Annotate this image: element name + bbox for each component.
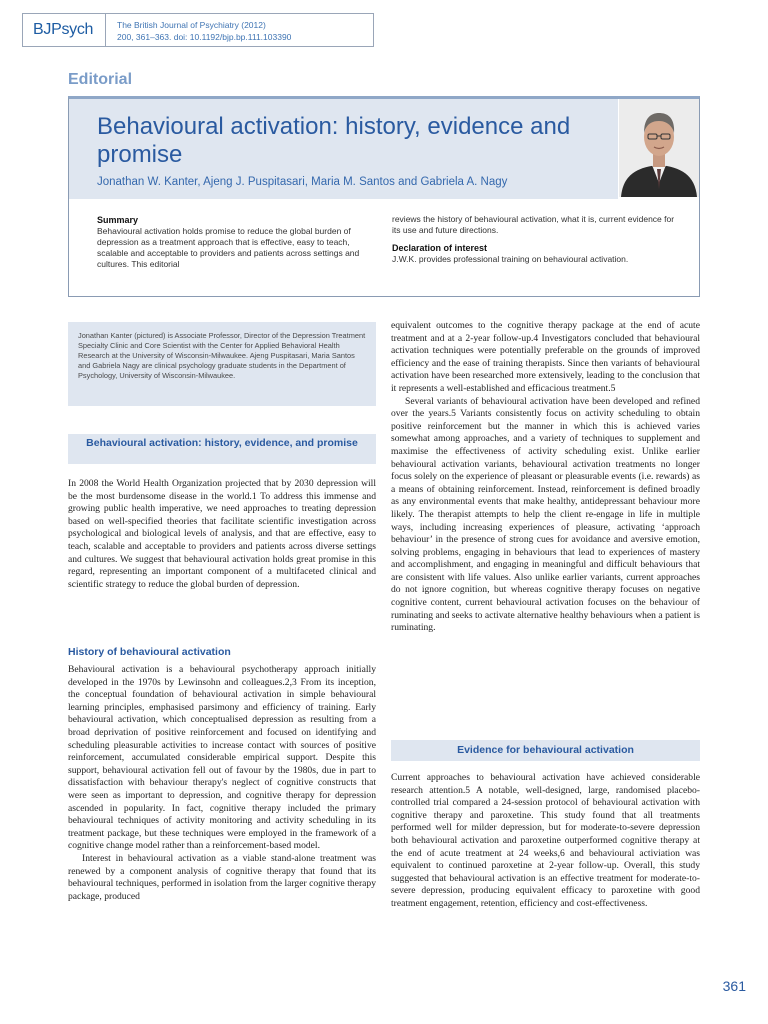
declaration-text: J.W.K. provides professional training on behavioural activation. [392,254,629,264]
summary-heading: Summary [97,215,139,225]
author-photo [619,99,699,197]
header-divider [105,14,106,46]
portrait-image [619,99,699,197]
title-band [69,99,618,199]
declaration-heading: Declaration of interest [392,243,488,253]
history-heading: History of behavioural activation [68,646,231,658]
citation [117,19,291,43]
intro-heading [68,434,376,464]
evidence-heading [391,740,700,761]
evidence-body [391,772,700,911]
evidence-paragraph: Current approaches to behavioural activation have achieved considerable research attention.5 A notable, well-designed, large, randomised placebo-controlled trial compared a 24-session protocol of behavioural activation with cognitive therapy and paroxetine. This study found that all treatments performed well for milder depression, but for moderate-to-severe depression both behavioural activation and paroxetine outperformed cognitive therapy at the end of acute treatment at 24 weeks,6 and behavioural activiation was equivalent to continued paroxetine at 2-year follow-up. Overall, this study suggested that behavioural activation is an effective treatment for moderate-to-severe depression, producing equivalent efficacy to paroxetine with good treatment engagement, retention, efficiency and cost-effectiveness. [391,772,700,909]
article-title: Behavioural activation: history, evidence and promise [97,113,571,168]
journal-line: The British Journal of Psychiatry (2012) [117,20,266,30]
right-paragraph-2: Several variants of behavioural activation have been developed and refined over the years.5 Variants consistently focus on activity scheduling to obtain positive reinforcement but the manner in which this is achieved varies somewhat among approaches, and a variety of techniques to supplement and maximise the effectiveness of activity scheduling exist. Unlike earlier behavioural activation variants, behavioural activation treatments no longer focus solely on the experience of pleasant or pleasurable events (i.e. rewards) as a means of obtaining reinforcement. Instead, reinforcement is defined broadly as any environmental events that make healthy, antidepressant behaviour more likely. The therapist attempts to help the client re-engage in life in multiple ways, including increasing experiences of pleasure, activating ‘approach behaviour’ in the presence of strong cues for avoidance and aversive emotion, solving problems, engaging in behaviours that lead to experiences of mastery and accomplishment, and engaging in meaningful and difficult behaviours that are consistent with life values. Also unlike earlier variants, current approaches do not ignore cognition, but whereas cognitive therapy focuses on negative cognitive content, current behavioural activation focuses on the behaviour of ruminating and seeks to activate alternative healthy behaviours when a patient is ruminating. [391,395,700,634]
summary-left [97,215,383,270]
citation-line: 200, 361–363. doi: 10.1192/bjp.bp.111.103390 [117,32,292,42]
summary-right [392,214,682,265]
journal-logo: BJPsych [33,21,94,38]
right-paragraph-1: equivalent outcomes to the cognitive therapy package at the end of acute treatment and at a 2-year follow-up.4 Investigators concluded that behavioural activation techniques were potentially preferable on the grounds of improved efficiency and the ease of training therapists. Since then variants of behavioural activation have been researched more extensively, leading to the conclusion that it represents a well-established and efficacious treatment.5 [391,320,700,394]
right-column-body [391,320,700,635]
summary-text-left: Behavioural activation holds promise to reduce the global burden of depression as a treatment approach that is effective, easy to teach, scalable and acceptable to providers and patients across settings and cultures. This editorial [97,226,360,269]
title-box [68,96,700,297]
section-tag: Editorial [68,71,133,88]
intro-paragraph [68,478,376,591]
history-body [68,664,376,903]
summary-text-right: reviews the history of behavioural activation, what it is, current evidence for its use and future directions. [392,214,675,235]
intro-heading-text: Behavioural activation: history, evidence, and promise [86,437,358,449]
affiliation-box: Jonathan Kanter (pictured) is Associate Professor, Director of the Depression Treatment Specialty Clinic and Core Scientist with the Center for Applied Behavioral Health Research at the University of Wisconsin-Milwaukee. Ajeng Puspitasari, Maria Santos and Gabriela Nagy are clinical psychology graduate students in the Department of Psychology, University of Wisconsin-Milwaukee. [68,322,376,406]
journal-header [22,13,374,47]
history-paragraph-1: Behavioural activation is a behavioural psychotherapy approach initially developed in the 1970s by Lewinsohn and colleagues.2,3 From its inception, the conceptual foundation of behavioural activation in simple behavioural learning principles, emphasised parsimony and efficiency of training. Early behavioural activation, which conceptualised depression as resulting from a broad deprivation of positive reinforcement and focused on identifying and scheduling pleasurable activities to increase contact with sources of positive reinforcement, accumulated considerable empirical support. Despite this support, behavioural activation fell out of favour by the 1980s, due in part to dissatisfaction with behaviour therapy's neglect of cognitive constructs that were seen as important to depression, and cognitive therapy for depression ascended in popularity. In fact, cognitive therapy included the primary behavioural techniques of activity monitoring and activity scheduling in its treatment package, but these techniques were employed in the framework of a cognitive change model rather than a reinforcement-based model. [68,664,376,852]
intro-text: In 2008 the World Health Organization projected that by 2030 depression will be the most burdensome disease in the world.1 To address this immense and growing public health imperative, we need approaches to treating depression based on well-specified theories that facilitate scientific investigation across psychological and biological levels of analysis, and that are effective, easy to teach, scalable and acceptable to providers and patients across diverse settings and cultures. We suggest that behavioural activation holds great promise in this regard, representing an important component of a multifaceted clinical and scientific strategy to reduce the global burden of depression. [68,478,376,590]
article-authors: Jonathan W. Kanter, Ajeng J. Puspitasari, Maria M. Santos and Gabriela A. Nagy [97,176,508,188]
evidence-heading-text: Evidence for behavioural activation [457,744,634,756]
history-paragraph-2: Interest in behavioural activation as a viable stand-alone treatment was renewed by a component analysis of cognitive therapy that found that its behavioural techniques, performed in isolation from the larger cognitive therapy package, produced [68,852,376,902]
page-number: 361 [722,978,746,994]
